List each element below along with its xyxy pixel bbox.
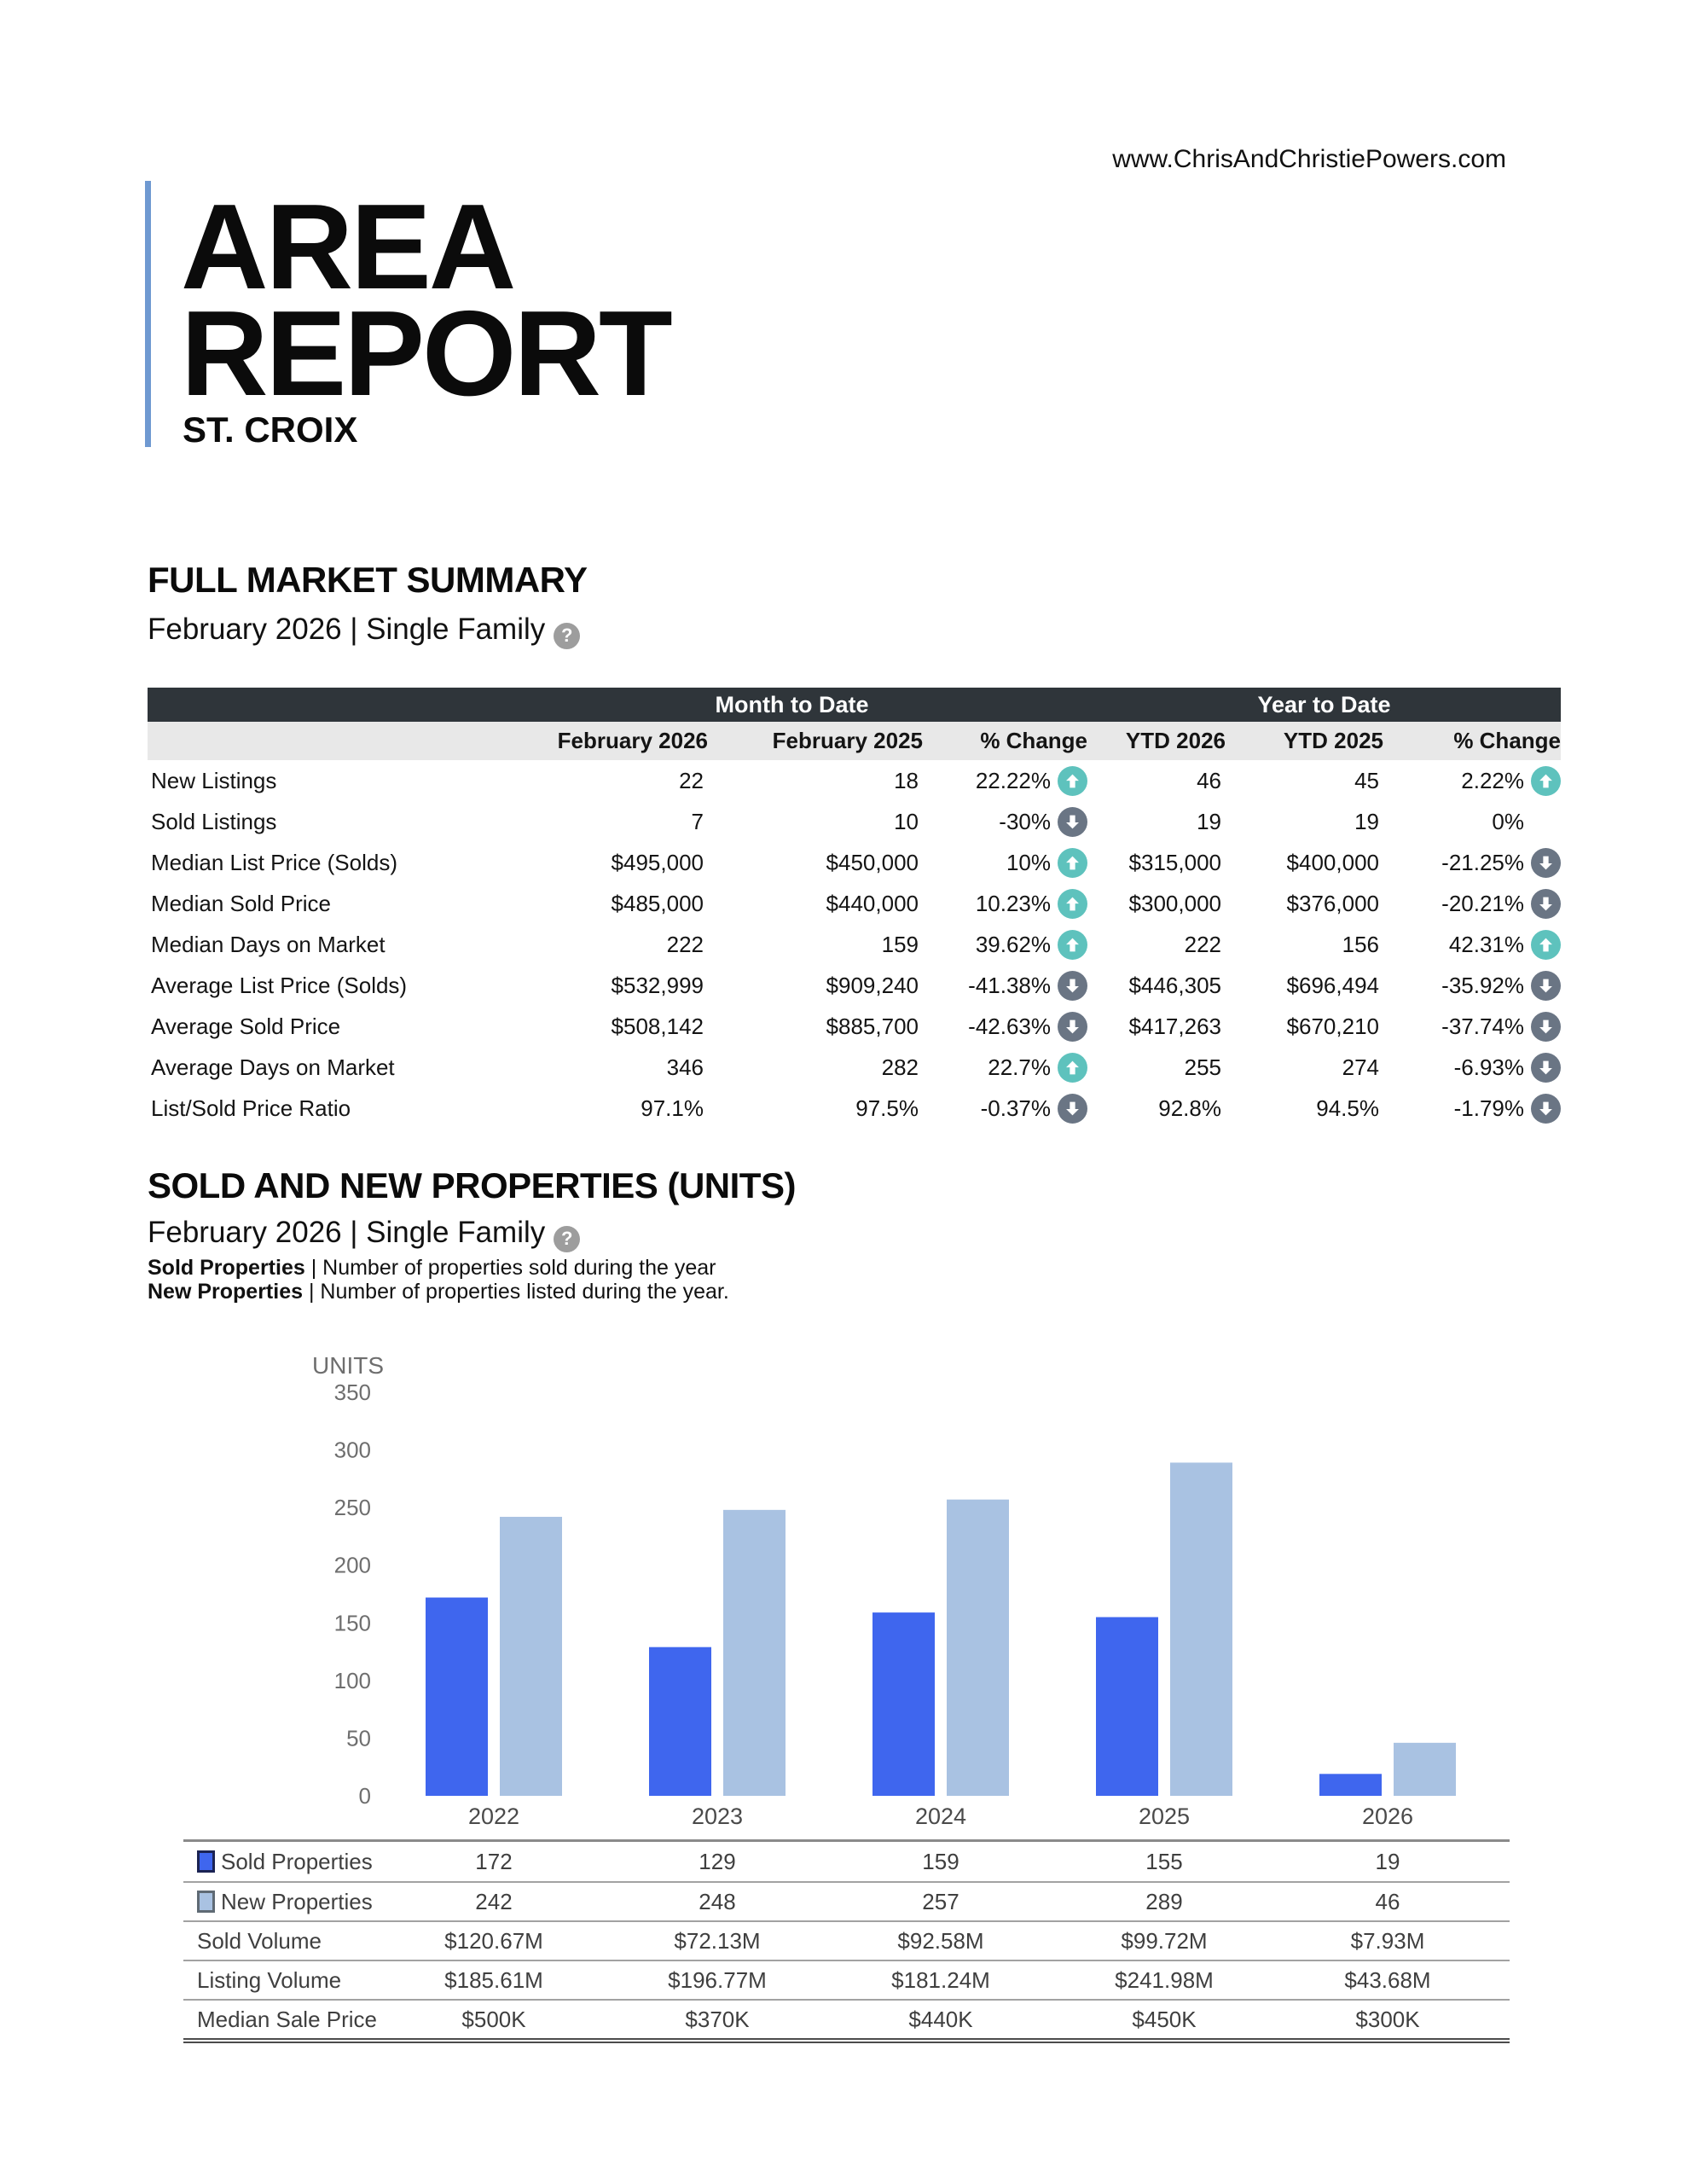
arrow-down-icon bbox=[1058, 807, 1087, 837]
mtd-previous-value: $885,700 bbox=[826, 1013, 919, 1039]
arrow-down-icon bbox=[1531, 1053, 1561, 1083]
table-row bbox=[148, 1088, 1561, 1129]
mtd-current-value: 7 bbox=[691, 808, 704, 834]
arrow-down-icon bbox=[1058, 1012, 1087, 1042]
sold-properties-bar bbox=[872, 1612, 935, 1796]
summary-column-header bbox=[148, 722, 1561, 760]
arrow-down-icon bbox=[1531, 848, 1561, 878]
mtd-change-value bbox=[923, 766, 1087, 796]
ytd-change-value bbox=[1383, 889, 1561, 919]
group-month-to-date: Month to Date bbox=[715, 691, 869, 717]
cell-value: 257 bbox=[922, 1888, 959, 1914]
chart-data-table bbox=[183, 1839, 1510, 2043]
table-row bbox=[148, 760, 1561, 801]
arrow-up-icon bbox=[1058, 848, 1087, 878]
table-row bbox=[148, 924, 1561, 965]
cell-value: $500K bbox=[461, 2006, 526, 2032]
table-row bbox=[148, 965, 1561, 1006]
change-number: 10.23% bbox=[975, 890, 1051, 916]
cell-value: $450K bbox=[1132, 2006, 1197, 2032]
bar-chart-svg bbox=[148, 1339, 1561, 1830]
cell-value: $241.98M bbox=[1115, 1966, 1214, 1993]
units-bar-chart bbox=[148, 1339, 1561, 1830]
row-label: Median List Price (Solds) bbox=[151, 849, 397, 875]
change-number: 22.7% bbox=[988, 1054, 1051, 1080]
mtd-change-value bbox=[923, 1053, 1087, 1083]
x-axis-year-label: 2026 bbox=[1361, 1804, 1414, 1829]
cell-value: $370K bbox=[685, 2006, 750, 2032]
cell-value: 19 bbox=[1375, 1848, 1400, 1874]
cell-value: 172 bbox=[475, 1848, 513, 1874]
x-axis-year-label: 2025 bbox=[1138, 1804, 1191, 1829]
ytd-previous-value: $696,494 bbox=[1286, 972, 1379, 998]
mtd-change-value bbox=[923, 1094, 1087, 1124]
table-row bbox=[148, 883, 1561, 924]
logo-accent-bar bbox=[145, 181, 151, 447]
mtd-previous-value: 282 bbox=[881, 1054, 919, 1080]
arrow-down-icon bbox=[1531, 971, 1561, 1001]
legend-swatch bbox=[197, 1891, 215, 1913]
ytd-current-value: 222 bbox=[1184, 931, 1221, 957]
row-label: Average Sold Price bbox=[151, 1013, 341, 1039]
change-number: -0.37% bbox=[980, 1095, 1051, 1121]
y-axis-label: UNITS bbox=[312, 1352, 384, 1379]
table-row bbox=[148, 1006, 1561, 1047]
report-title-line2: REPORT bbox=[181, 286, 670, 421]
table-row bbox=[148, 1047, 1561, 1088]
change-number: -41.38% bbox=[968, 972, 1051, 998]
cell-value: $196.77M bbox=[668, 1966, 767, 1993]
ytd-change-value bbox=[1383, 930, 1561, 960]
change-number: 22.22% bbox=[975, 767, 1051, 793]
mtd-change-value bbox=[923, 807, 1087, 837]
table-row bbox=[183, 1920, 1510, 1960]
arrow-up-icon bbox=[1531, 930, 1561, 960]
x-axis-year-label: 2023 bbox=[691, 1804, 744, 1829]
ytd-change-value bbox=[1383, 766, 1561, 796]
cell-value: $43.68M bbox=[1344, 1966, 1431, 1993]
ytd-change-value bbox=[1383, 971, 1561, 1001]
cell-value: $185.61M bbox=[444, 1966, 543, 1993]
ytd-current-value: 255 bbox=[1184, 1054, 1221, 1080]
arrow-up-icon bbox=[1531, 766, 1561, 796]
help-icon[interactable]: ? bbox=[554, 1226, 580, 1252]
row-label bbox=[183, 1928, 382, 1955]
new-properties-bar bbox=[1170, 1462, 1232, 1796]
mtd-previous-value: 159 bbox=[881, 931, 919, 957]
ytd-previous-value: 45 bbox=[1354, 767, 1379, 793]
ytd-change-value bbox=[1383, 848, 1561, 878]
cell-value: $92.58M bbox=[897, 1927, 984, 1954]
mtd-change-value bbox=[923, 889, 1087, 919]
sold-properties-bar bbox=[426, 1598, 488, 1796]
ytd-previous-value: 19 bbox=[1354, 808, 1379, 834]
sold-new-heading: SOLD AND NEW PROPERTIES (UNITS) bbox=[148, 1165, 796, 1205]
row-label: New Listings bbox=[151, 767, 277, 793]
y-tick-label: 350 bbox=[333, 1380, 371, 1405]
mtd-change-value bbox=[923, 1012, 1087, 1042]
table-row bbox=[183, 1842, 1510, 1881]
cell-value: $7.93M bbox=[1350, 1927, 1425, 1954]
x-axis-year-label: 2022 bbox=[467, 1804, 520, 1829]
cell-value: 289 bbox=[1145, 1888, 1183, 1914]
sold-properties-bar bbox=[1096, 1618, 1158, 1796]
new-properties-bar bbox=[500, 1517, 562, 1796]
website-url: www.ChrisAndChristiePowers.com bbox=[1112, 145, 1506, 173]
row-label: Average List Price (Solds) bbox=[151, 972, 408, 998]
col-mtd-change: % Change bbox=[980, 728, 1087, 753]
row-label: Average Days on Market bbox=[151, 1054, 395, 1080]
ytd-current-value: $417,263 bbox=[1128, 1013, 1221, 1039]
summary-heading: FULL MARKET SUMMARY bbox=[148, 560, 588, 600]
new-properties-bar bbox=[947, 1500, 1009, 1796]
report-title-line1: AREA bbox=[181, 179, 514, 315]
change-number: -35.92% bbox=[1441, 972, 1524, 998]
new-properties-bar bbox=[723, 1510, 786, 1796]
mtd-current-value: $485,000 bbox=[611, 890, 704, 916]
sold-properties-bar bbox=[1319, 1774, 1382, 1796]
col-feb-2026: February 2026 bbox=[557, 728, 708, 753]
mtd-previous-value: $440,000 bbox=[826, 890, 919, 916]
ytd-change-value bbox=[1383, 1053, 1561, 1083]
ytd-previous-value: 94.5% bbox=[1316, 1095, 1379, 1121]
row-label bbox=[183, 1849, 382, 1875]
change-number: -30% bbox=[999, 808, 1051, 834]
col-feb-2025: February 2025 bbox=[772, 728, 923, 753]
ytd-current-value: $315,000 bbox=[1128, 849, 1221, 875]
y-tick-label: 0 bbox=[358, 1783, 371, 1809]
arrow-up-icon bbox=[1058, 1053, 1087, 1083]
mtd-change-value bbox=[923, 971, 1087, 1001]
y-tick-label: 50 bbox=[346, 1725, 371, 1751]
cell-value: $99.72M bbox=[1121, 1927, 1208, 1954]
mtd-current-value: $508,142 bbox=[611, 1013, 704, 1039]
cell-value: $300K bbox=[1355, 2006, 1420, 2032]
y-tick-label: 200 bbox=[333, 1552, 371, 1578]
change-number: 42.31% bbox=[1448, 931, 1524, 957]
mtd-current-value: 346 bbox=[666, 1054, 704, 1080]
ytd-change-value bbox=[1383, 1094, 1561, 1124]
arrow-down-icon bbox=[1058, 1094, 1087, 1124]
mtd-current-value: $532,999 bbox=[611, 972, 704, 998]
table-row bbox=[183, 1999, 1510, 2038]
arrow-down-icon bbox=[1531, 1012, 1561, 1042]
cell-value: $120.67M bbox=[444, 1927, 543, 1954]
change-number: -6.93% bbox=[1453, 1054, 1524, 1080]
y-tick-label: 300 bbox=[333, 1437, 371, 1463]
col-ytd-2026: YTD 2026 bbox=[1125, 728, 1226, 753]
arrow-up-icon bbox=[1058, 889, 1087, 919]
arrow-down-icon bbox=[1531, 889, 1561, 919]
row-label bbox=[183, 1967, 382, 1994]
new-properties-bar bbox=[1394, 1743, 1456, 1796]
summary-group-header bbox=[148, 688, 1561, 722]
mtd-current-value: 222 bbox=[666, 931, 704, 957]
arrow-up-icon bbox=[1058, 766, 1087, 796]
table-row bbox=[148, 801, 1561, 842]
report-title bbox=[181, 179, 670, 421]
ytd-change-value bbox=[1383, 1012, 1561, 1042]
arrow-up-icon bbox=[1058, 930, 1087, 960]
ytd-current-value: $446,305 bbox=[1128, 972, 1221, 998]
cell-value: 129 bbox=[699, 1848, 736, 1874]
y-tick-label: 250 bbox=[333, 1495, 371, 1521]
row-label-text: Sold Properties bbox=[221, 1848, 373, 1874]
change-number: -37.74% bbox=[1441, 1013, 1524, 1039]
mtd-previous-value: 18 bbox=[894, 767, 919, 793]
y-tick-label: 150 bbox=[333, 1610, 371, 1636]
change-number: 2.22% bbox=[1461, 767, 1524, 793]
row-label-text: Median Sale Price bbox=[197, 2006, 377, 2032]
table-row bbox=[183, 1881, 1510, 1920]
arrow-down-icon bbox=[1058, 971, 1087, 1001]
ytd-current-value: 19 bbox=[1197, 808, 1221, 834]
ytd-current-value: $300,000 bbox=[1128, 890, 1221, 916]
mtd-previous-value: 97.5% bbox=[855, 1095, 919, 1121]
cell-value: 248 bbox=[699, 1888, 736, 1914]
report-region: ST. CROIX bbox=[183, 410, 358, 450]
market-summary-table bbox=[148, 688, 1561, 1129]
cell-value: 242 bbox=[475, 1888, 513, 1914]
row-label: List/Sold Price Ratio bbox=[151, 1095, 351, 1121]
mtd-change-value bbox=[923, 930, 1087, 960]
row-label: Median Days on Market bbox=[151, 931, 386, 957]
row-label bbox=[183, 1889, 382, 1915]
row-label-text: Listing Volume bbox=[197, 1966, 342, 1993]
sold-properties-bar bbox=[649, 1647, 711, 1796]
arrow-down-icon bbox=[1531, 1094, 1561, 1124]
table-row bbox=[183, 1960, 1510, 1999]
ytd-previous-value: $400,000 bbox=[1286, 849, 1379, 875]
cell-value: 46 bbox=[1375, 1888, 1400, 1914]
change-number: -20.21% bbox=[1441, 890, 1524, 916]
col-ytd-2025: YTD 2025 bbox=[1283, 728, 1383, 753]
cell-value: $72.13M bbox=[674, 1927, 761, 1954]
group-year-to-date: Year to Date bbox=[1257, 691, 1391, 717]
y-tick-label: 100 bbox=[333, 1667, 371, 1693]
mtd-current-value: $495,000 bbox=[611, 849, 704, 875]
cell-value: $440K bbox=[908, 2006, 973, 2032]
mtd-previous-value: $450,000 bbox=[826, 849, 919, 875]
sold-new-subheading: February 2026 | Single Family ? bbox=[148, 1216, 580, 1252]
mtd-current-value: 22 bbox=[679, 767, 704, 793]
change-number: 39.62% bbox=[975, 931, 1051, 957]
col-ytd-change: % Change bbox=[1453, 728, 1561, 753]
cell-value: 159 bbox=[922, 1848, 959, 1874]
x-axis-year-label: 2024 bbox=[914, 1804, 967, 1829]
change-number: 10% bbox=[1006, 849, 1051, 875]
cell-value: 155 bbox=[1145, 1848, 1183, 1874]
row-label-text: Sold Volume bbox=[197, 1927, 322, 1954]
row-label-text: New Properties bbox=[221, 1888, 373, 1914]
mtd-previous-value: 10 bbox=[894, 808, 919, 834]
mtd-change-value bbox=[923, 848, 1087, 878]
cell-value: $181.24M bbox=[891, 1966, 990, 1993]
ytd-previous-value: $376,000 bbox=[1286, 890, 1379, 916]
change-number: 0% bbox=[1492, 808, 1524, 834]
ytd-previous-value: 274 bbox=[1342, 1054, 1379, 1080]
ytd-previous-value: 156 bbox=[1342, 931, 1379, 957]
ytd-previous-value: $670,210 bbox=[1286, 1013, 1379, 1039]
change-number: -1.79% bbox=[1453, 1095, 1524, 1121]
summary-rows bbox=[148, 760, 1561, 1129]
help-icon[interactable]: ? bbox=[554, 623, 580, 649]
summary-subheading: February 2026 | Single Family ? bbox=[148, 613, 580, 649]
mtd-current-value: 97.1% bbox=[641, 1095, 704, 1121]
ytd-change-value bbox=[1383, 807, 1561, 837]
change-number: -42.63% bbox=[968, 1013, 1051, 1039]
change-number: -21.25% bbox=[1441, 849, 1524, 875]
table-row bbox=[148, 842, 1561, 883]
row-label bbox=[183, 2007, 382, 2033]
ytd-current-value: 92.8% bbox=[1158, 1095, 1221, 1121]
row-label: Sold Listings bbox=[151, 808, 277, 834]
ytd-current-value: 46 bbox=[1197, 767, 1221, 793]
legend-swatch bbox=[197, 1850, 215, 1873]
mtd-previous-value: $909,240 bbox=[826, 972, 919, 998]
row-label: Median Sold Price bbox=[151, 890, 331, 916]
sold-new-description: Sold Properties | Number of properties sold during the year New Properties | Number of properties listed during the year. bbox=[148, 1256, 729, 1304]
